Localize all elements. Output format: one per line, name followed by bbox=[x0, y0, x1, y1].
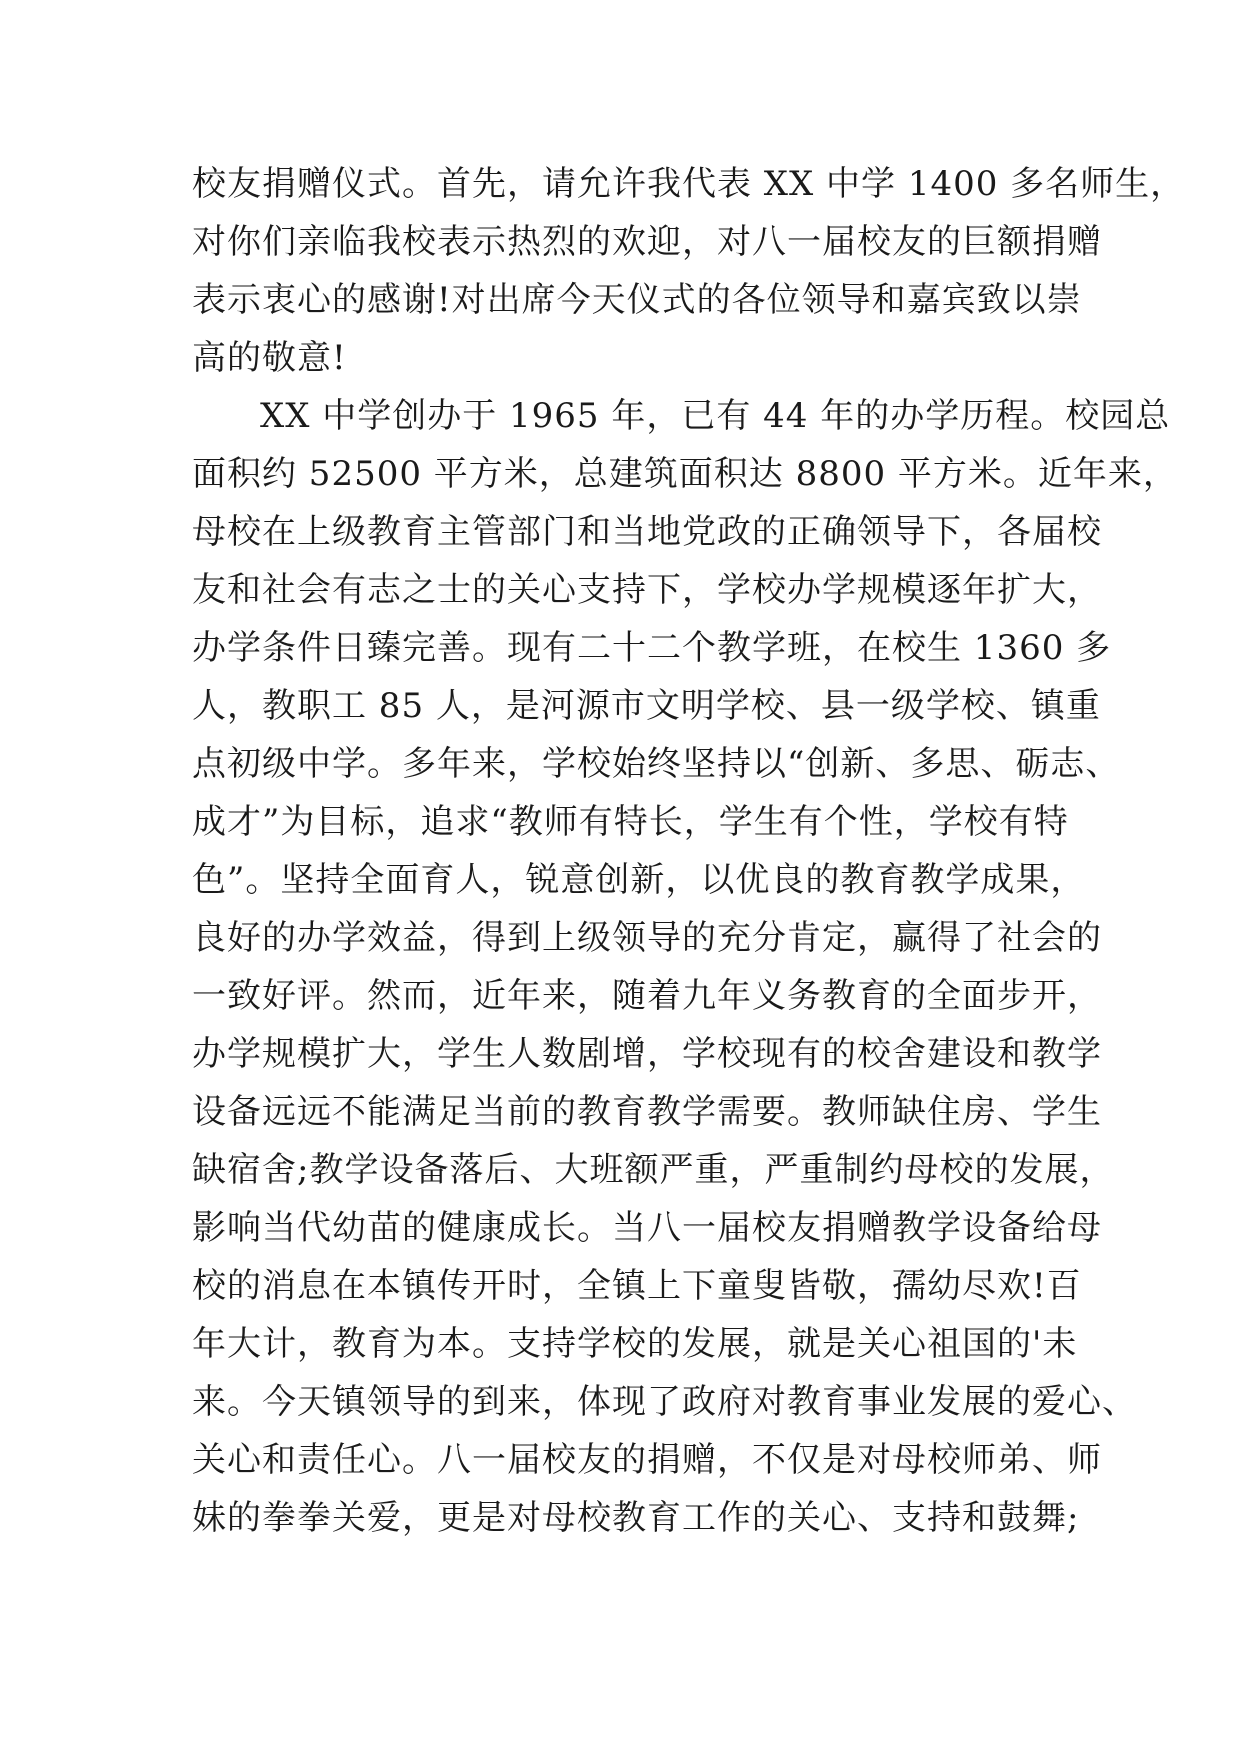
text-line: 一致好评。然而，近年来，随着九年义务教育的全面步开， bbox=[192, 976, 1102, 1016]
text-line: 对你们亲临我校表示热烈的欢迎，对八一届校友的巨额捐赠 bbox=[192, 222, 1102, 262]
text-line: 办学条件日臻完善。现有二十二个教学班，在校生 1360 多 bbox=[192, 628, 1112, 668]
text-line: XX 中学创办于 1965 年，已有 44 年的办学历程。校园总 bbox=[260, 396, 1171, 436]
text-line: 关心和责任心。八一届校友的捐赠，不仅是对母校师弟、师 bbox=[192, 1440, 1102, 1480]
text-line: 成才”为目标，追求“教师有特长，学生有个性，学校有特 bbox=[192, 802, 1069, 842]
text-line: 母校在上级教育主管部门和当地党政的正确领导下，各届校 bbox=[192, 512, 1102, 552]
text-line: 年大计，教育为本。支持学校的发展，就是关心祖国的'未 bbox=[192, 1324, 1078, 1364]
body-text bbox=[192, 155, 1186, 1547]
text-line: 校友捐赠仪式。首先，请允许我代表 XX 中学 1400 多名师生， bbox=[192, 164, 1186, 204]
text-line: 缺宿舍;教学设备落后、大班额严重，严重制约母校的发展， bbox=[192, 1150, 1115, 1190]
text-line: 表示衷心的感谢!对出席今天仪式的各位领导和嘉宾致以崇 bbox=[192, 280, 1082, 320]
paragraph-1 bbox=[192, 155, 1186, 387]
text-line: 面积约 52500 平方米，总建筑面积达 8800 平方米。近年来， bbox=[192, 454, 1178, 494]
text-line: 设备远远不能满足当前的教育教学需要。教师缺住房、学生 bbox=[192, 1092, 1102, 1132]
text-line: 来。今天镇领导的到来，体现了政府对教育事业发展的爱心、 bbox=[192, 1382, 1137, 1422]
paragraph-2 bbox=[192, 387, 1178, 1547]
text-line: 影响当代幼苗的健康成长。当八一届校友捐赠教学设备给母 bbox=[192, 1208, 1102, 1248]
text-line: 高的敬意! bbox=[192, 338, 347, 378]
text-line: 点初级中学。多年来，学校始终坚持以“创新、多思、砺志、 bbox=[192, 744, 1121, 784]
text-line: 良好的办学效益，得到上级领导的充分肯定，赢得了社会的 bbox=[192, 918, 1102, 958]
text-line: 友和社会有志之士的关心支持下，学校办学规模逐年扩大， bbox=[192, 570, 1102, 610]
text-line: 人，教职工 85 人，是河源市文明学校、县一级学校、镇重 bbox=[192, 686, 1101, 726]
text-line: 办学规模扩大，学生人数剧增，学校现有的校舍建设和教学 bbox=[192, 1034, 1102, 1074]
text-line: 色”。坚持全面育人，锐意创新，以优良的教育教学成果， bbox=[192, 860, 1086, 900]
text-line: 校的消息在本镇传开时，全镇上下童叟皆敬，孺幼尽欢!百 bbox=[192, 1266, 1082, 1306]
text-line: 妹的拳拳关爱，更是对母校教育工作的关心、支持和鼓舞; bbox=[192, 1498, 1080, 1538]
